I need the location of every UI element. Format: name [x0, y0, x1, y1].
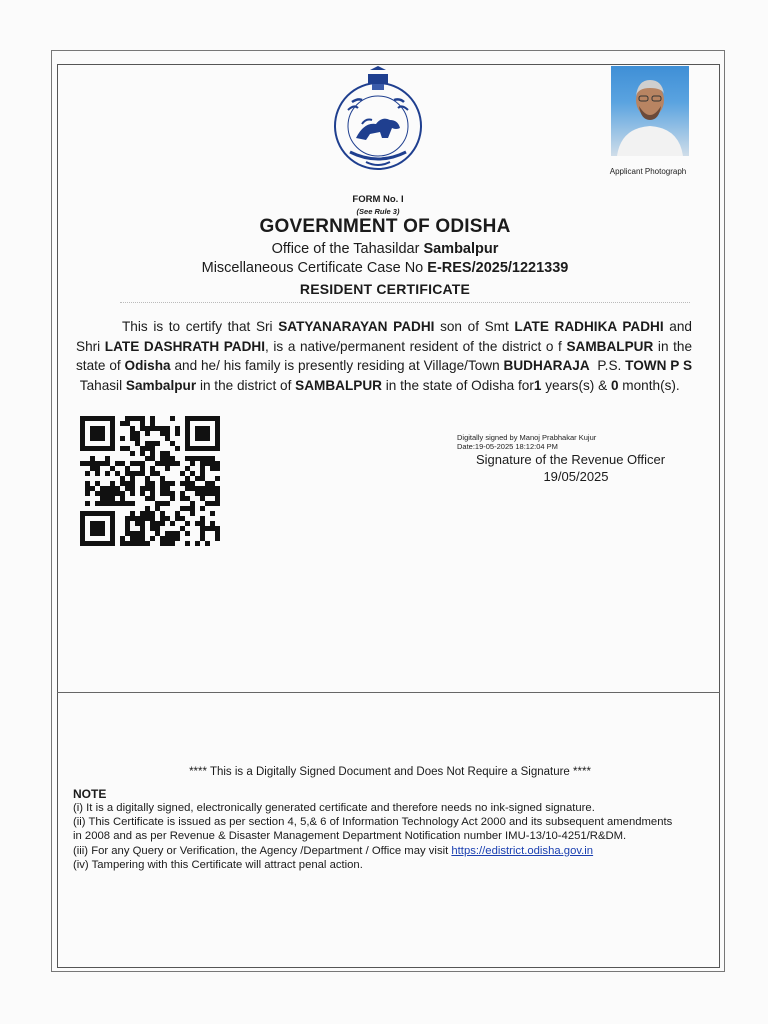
case-number: E-RES/2025/1221339 [427, 260, 569, 276]
note-item [73, 844, 683, 858]
applicant-name: SATYANARAYAN PADHI [278, 319, 435, 334]
note-item: (i) It is a digitally signed, electronically generated certificate and therefore needs no ink-signed signature. [73, 802, 595, 814]
signed-by: Digitally signed by Manoj Prabhakar Kujur [457, 433, 597, 442]
dotted-separator [120, 302, 690, 303]
office-name: Sambalpur [423, 241, 499, 257]
district-name-2: SAMBALPUR [295, 377, 382, 393]
note-item: (iv) Tampering with this Certificate will attract penal action. [73, 858, 363, 871]
signature-date: 19/05/2025 [543, 469, 609, 484]
form-number: FORM No. I [352, 194, 404, 205]
certificate-title: RESIDENT CERTIFICATE [299, 281, 471, 297]
section-divider [57, 692, 720, 693]
certificate-body [76, 317, 692, 395]
residence-months: 0 [610, 377, 619, 393]
note-text: (iii) For any Query or Verification, the Agency /Department / Office may visit [73, 844, 449, 857]
office-line [160, 241, 610, 257]
body-text: Tahasil [79, 377, 123, 393]
village-name: BUDHARAJA [503, 358, 590, 373]
edistrict-link[interactable]: https://edistrict.odisha.gov.in [451, 844, 594, 857]
mother-name: LATE RADHIKA PADHI [514, 319, 664, 334]
residence-years: 1 [533, 377, 542, 393]
tahasil-name: Sambalpur [125, 377, 197, 393]
body-text: and Shri [76, 319, 692, 354]
government-title: GOVERNMENT OF ODISHA [259, 216, 511, 237]
case-prefix: Miscellaneous Certificate Case No [201, 260, 424, 276]
office-prefix: Office of the Tahasildar [271, 241, 420, 257]
signed-date: Date:19-05-2025 18:12:04 PM [457, 442, 558, 451]
rule-reference: (See Rule 3) [356, 207, 400, 216]
note-heading: NOTE [73, 787, 107, 801]
body-text: in the state of Odisha for [385, 377, 534, 393]
body-text: in the state of [76, 338, 692, 373]
body-text: , is a native/permanent resident of the district o f [265, 338, 562, 354]
qr-code-icon[interactable] [80, 416, 220, 546]
body-text: in the district of [199, 377, 292, 393]
father-name: LATE DASHRATH PADHI [104, 338, 266, 354]
signature-label: Signature of the Revenue Officer [476, 452, 666, 467]
person-silhouette-icon [611, 66, 689, 156]
state-name: Odisha [124, 358, 171, 373]
body-text: years(s) & [545, 377, 608, 393]
note-item: (ii) This Certificate is issued as per section 4, 5,& 6 of Information Technology Act 2000 and its subsequent amendments in 2008 and as per Revenue & Disaster Management Department Notification number IMU-13/10-4251/R&DM. [73, 816, 673, 843]
photo-caption: Applicant Photograph [609, 167, 687, 176]
case-number-line [120, 260, 650, 276]
district-name: SAMBALPUR [566, 338, 654, 354]
note-list [73, 801, 683, 872]
applicant-photo [611, 66, 689, 156]
body-text: This is to certify that Sri [122, 319, 273, 334]
body-text: and he/ his family is presently residing at Village/Town [174, 358, 500, 373]
digital-signature-note: **** This is a Digitally Signed Document and Does Not Require a Signature **** [189, 766, 591, 778]
body-text: month(s). [622, 377, 680, 393]
odisha-emblem-icon [322, 66, 434, 178]
digital-signature-meta [457, 433, 596, 451]
police-station: TOWN P S [625, 358, 693, 373]
body-text: P.S. [597, 358, 622, 373]
body-text: son of Smt [440, 319, 509, 334]
